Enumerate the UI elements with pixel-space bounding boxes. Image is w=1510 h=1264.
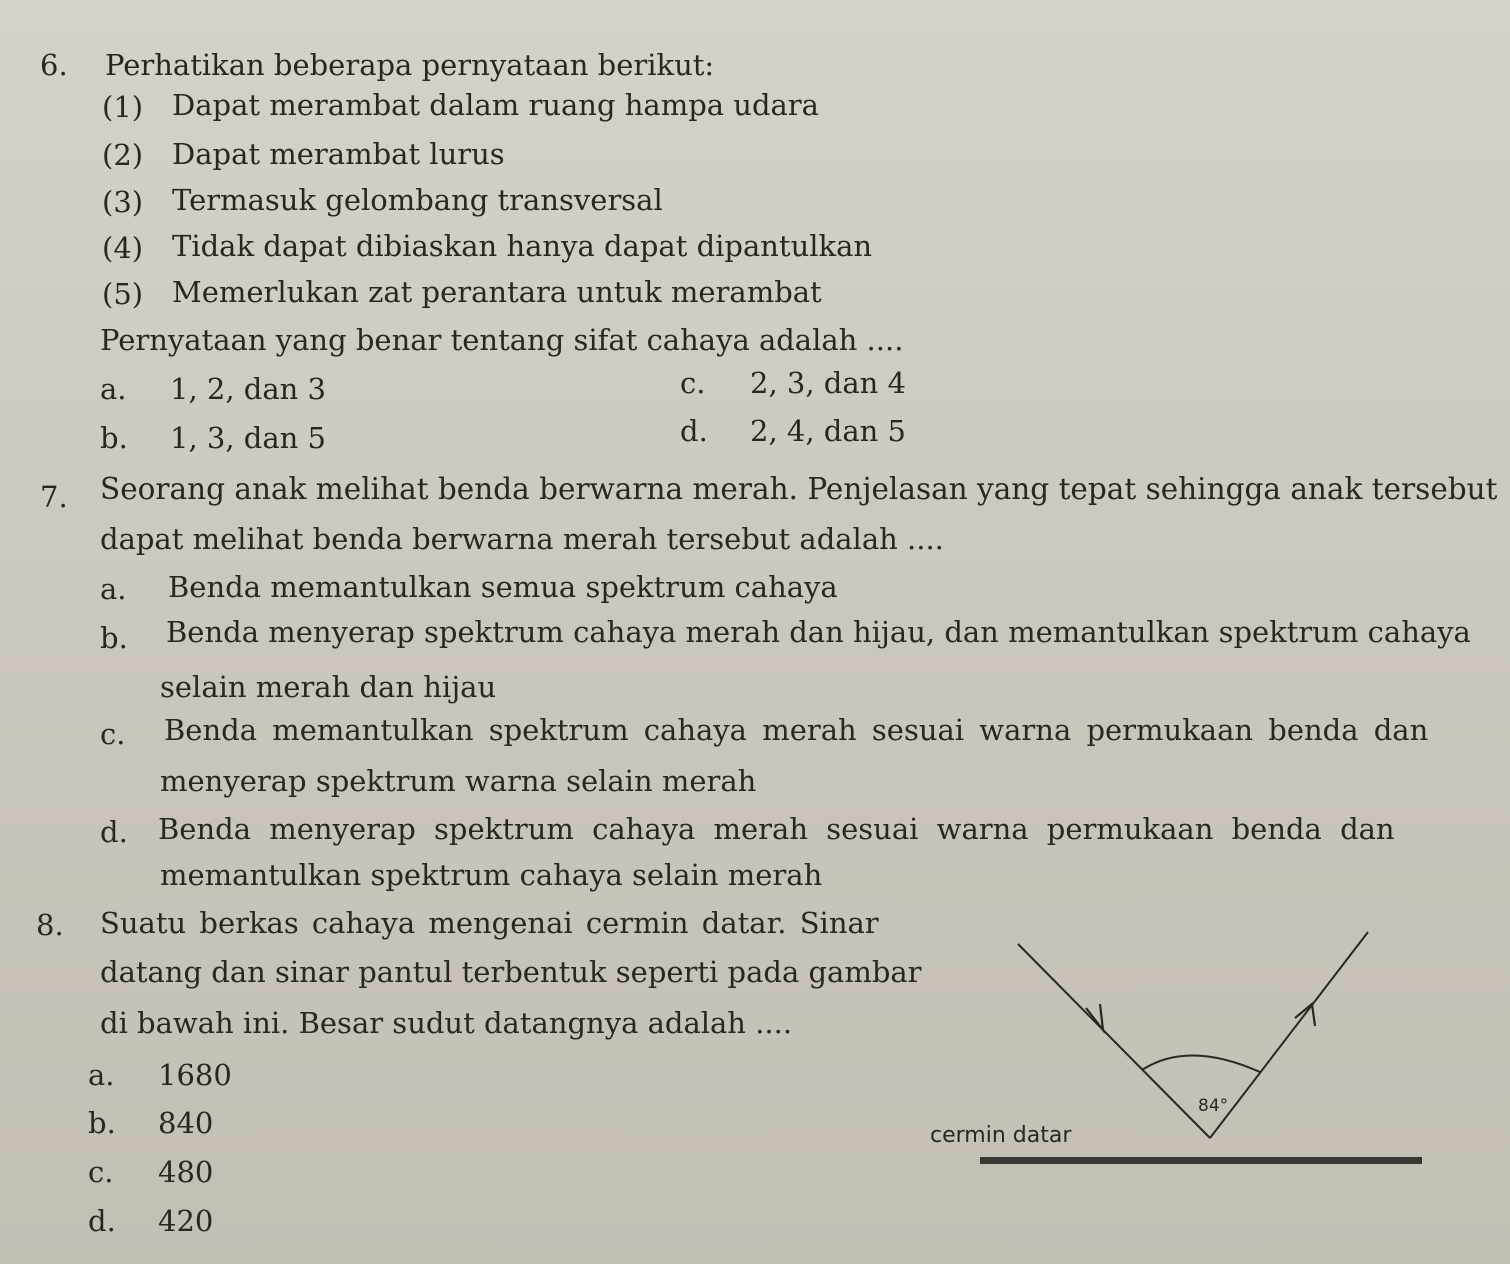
question-7-stem-line2: dapat melihat benda berwarna merah tersebut adalah .... [100, 522, 944, 556]
q6-option-a-text: 1, 2, dan 3 [170, 372, 326, 406]
plane-mirror [980, 1157, 1422, 1164]
question-6-number: 6. [40, 48, 68, 82]
q7-option-d-text-line1: Benda menyerap spektrum cahaya merah sesuai warna permukaan benda dan [158, 812, 1395, 846]
question-8-stem-line1: Suatu berkas cahaya mengenai cermin datar. Sinar [100, 906, 879, 940]
q7-option-c-text-line1: Benda memantulkan spektrum cahaya merah sesuai warna permukaan benda dan [164, 713, 1429, 747]
q6-statement-5-text: Memerlukan zat perantara untuk merambat [172, 275, 822, 309]
question-7-number: 7. [40, 480, 68, 514]
q6-statement-4-label: (4) [102, 231, 144, 265]
q7-option-b-letter: b. [100, 621, 128, 655]
q6-statement-1-text: Dapat merambat dalam ruang hampa udara [172, 88, 819, 122]
incident-ray [1018, 944, 1210, 1138]
question-6-stem: Perhatikan beberapa pernyataan berikut: [105, 48, 715, 82]
q6-option-c-letter: c. [680, 366, 706, 400]
mirror-label: cermin datar [930, 1123, 1072, 1148]
q7-option-b-text-line1: Benda menyerap spektrum cahaya merah dan hijau, dan memantulkan spektrum cahaya [166, 615, 1471, 649]
q8-option-a-letter: a. [88, 1058, 115, 1092]
reflected-ray [1210, 932, 1368, 1138]
q7-option-b-text-line2: selain merah dan hijau [160, 670, 497, 704]
q6-option-c-text: 2, 3, dan 4 [750, 366, 906, 400]
reflection-diagram [920, 920, 1440, 1180]
q6-option-d-letter: d. [680, 414, 708, 448]
q8-option-d-letter: d. [88, 1204, 116, 1238]
q6-statement-5-label: (5) [102, 277, 144, 311]
q6-statement-3-label: (3) [102, 185, 144, 219]
q6-statement-1-label: (1) [102, 90, 144, 124]
q7-option-c-text-line2: menyerap spektrum warna selain merah [160, 764, 757, 798]
q6-option-b-text: 1, 3, dan 5 [170, 421, 326, 455]
q7-option-d-text-line2: memantulkan spektrum cahaya selain merah [160, 858, 823, 892]
q7-option-a-text: Benda memantulkan semua spektrum cahaya [168, 570, 838, 604]
q8-option-c-text: 480 [158, 1155, 214, 1189]
q8-option-b-letter: b. [88, 1106, 116, 1140]
q7-option-d-letter: d. [100, 815, 128, 849]
q7-option-c-letter: c. [100, 717, 126, 751]
q6-option-b-letter: b. [100, 421, 128, 455]
incident-arrow-icon [1086, 1004, 1103, 1030]
question-8-stem-line2: datang dan sinar pantul terbentuk seperti pada gambar [100, 955, 922, 989]
question-8-number: 8. [36, 908, 64, 942]
q6-option-d-text: 2, 4, dan 5 [750, 414, 906, 448]
q6-statement-3-text: Termasuk gelombang transversal [172, 183, 663, 217]
q8-option-a-text: 1680 [158, 1058, 232, 1092]
angle-label: 84° [1198, 1096, 1229, 1116]
q6-statement-4-text: Tidak dapat dibiaskan hanya dapat dipantulkan [172, 229, 873, 263]
angle-arc [1142, 1055, 1260, 1072]
q6-option-a-letter: a. [100, 372, 127, 406]
question-8-stem-line3: di bawah ini. Besar sudut datangnya adalah .... [100, 1006, 793, 1040]
q8-option-c-letter: c. [88, 1155, 114, 1189]
q6-prompt: Pernyataan yang benar tentang sifat cahaya adalah .... [100, 323, 904, 357]
q8-option-b-text: 840 [158, 1106, 214, 1140]
q6-statement-2-label: (2) [102, 138, 144, 172]
q7-option-a-letter: a. [100, 572, 127, 606]
q8-option-d-text: 420 [158, 1204, 214, 1238]
question-7-stem-line1: Seorang anak melihat benda berwarna merah. Penjelasan yang tepat sehingga anak tersebut [100, 472, 1498, 506]
q6-statement-2-text: Dapat merambat lurus [172, 137, 505, 171]
